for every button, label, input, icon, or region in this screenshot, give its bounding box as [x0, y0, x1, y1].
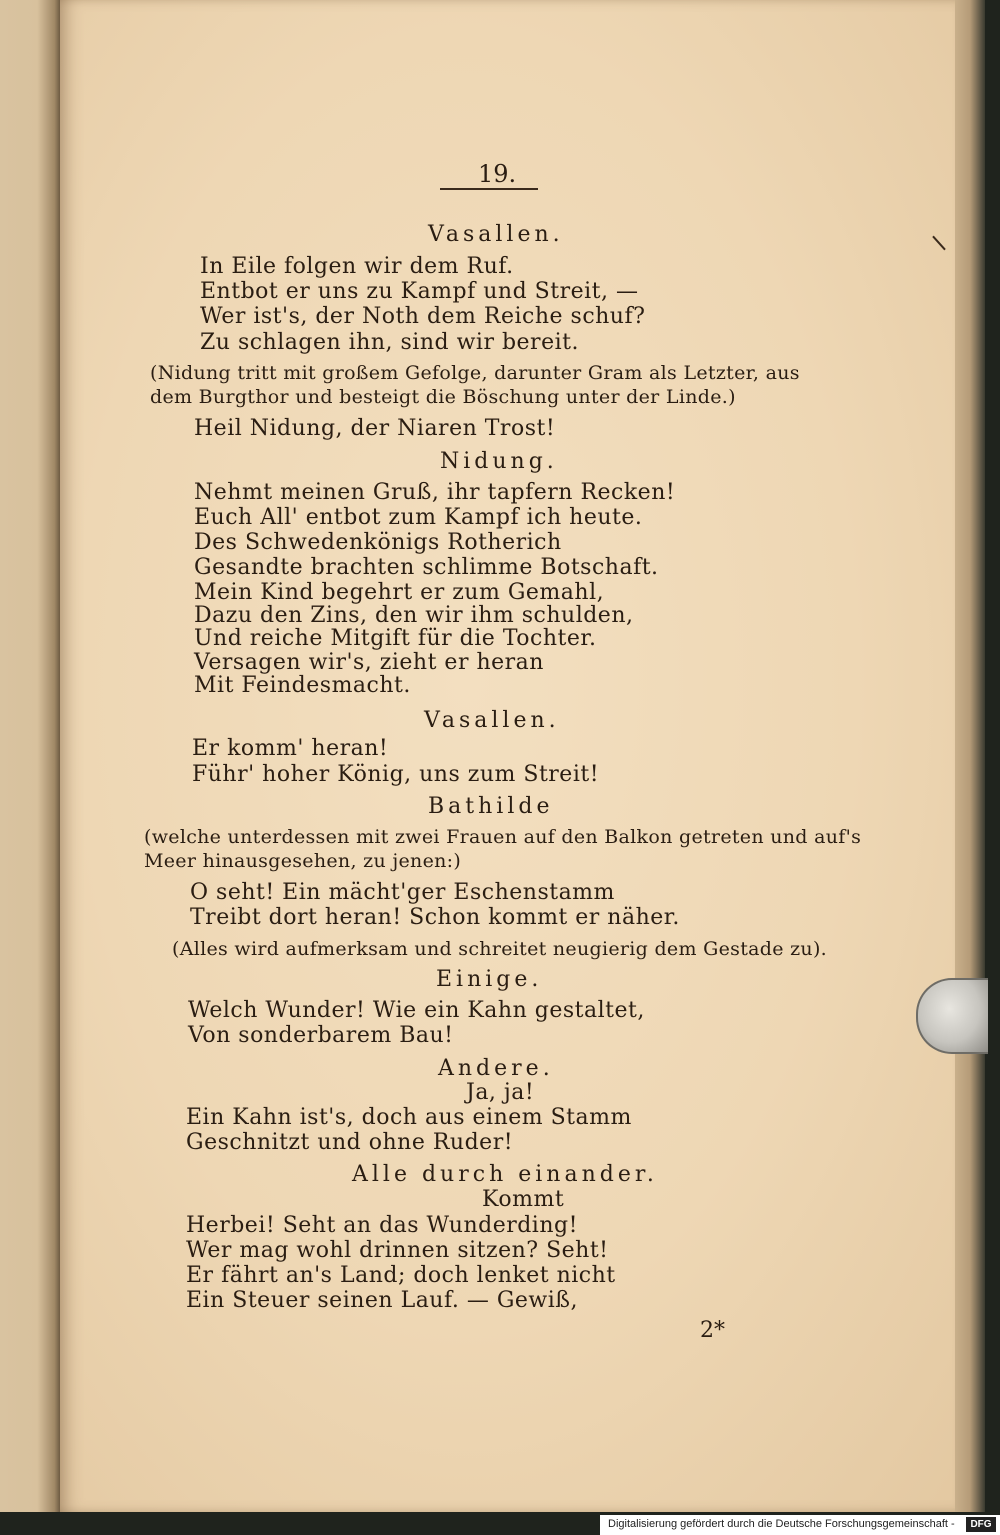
- speaker-heading: Vasallen.: [428, 222, 564, 247]
- verse-line: Ein Kahn ist's, doch aus einem Stamm: [186, 1105, 632, 1130]
- facing-page-edge: [0, 0, 62, 1512]
- verse-line: Treibt dort heran! Schon kommt er näher.: [190, 905, 680, 930]
- stage-direction: dem Burgthor und besteigt die Böschung unter der Linde.): [150, 386, 736, 408]
- verse-line: Ja, ja!: [466, 1080, 535, 1105]
- verse-line: Geschnitzt und ohne Ruder!: [186, 1130, 514, 1155]
- verse-line: Ein Steuer seinen Lauf. — Gewiß,: [186, 1288, 578, 1313]
- speaker-heading: Bathilde: [428, 794, 554, 819]
- verse-line: Heil Nidung, der Niaren Trost!: [194, 416, 556, 441]
- verse-line: Entbot er uns zu Kampf und Streit, —: [200, 279, 639, 304]
- stage-direction: (Nidung tritt mit großem Gefolge, darunter Gram als Letzter, aus: [150, 362, 800, 384]
- signature-mark: 2*: [700, 1318, 725, 1343]
- speaker-heading: Nidung.: [440, 449, 558, 474]
- stage-direction: (Alles wird aufmerksam und schreitet neugierig dem Gestade zu).: [172, 938, 828, 960]
- verse-line: O seht! Ein mächt'ger Eschenstamm: [190, 880, 615, 905]
- verse-line: Versagen wir's, zieht er heran: [194, 650, 544, 675]
- verse-line: Von sonderbarem Bau!: [188, 1023, 454, 1048]
- verse-line: In Eile folgen wir dem Ruf.: [200, 254, 514, 279]
- page-clip: [916, 978, 988, 1054]
- verse-line: Dazu den Zins, den wir ihm schulden,: [194, 603, 634, 628]
- verse-line: Er komm' heran!: [192, 736, 389, 761]
- verse-line: Mit Feindesmacht.: [194, 673, 411, 698]
- verse-line: Wer mag wohl drinnen sitzen? Seht!: [186, 1238, 609, 1263]
- verse-line: Und reiche Mitgift für die Tochter.: [194, 626, 597, 651]
- verse-line: Herbei! Seht an das Wunderding!: [186, 1213, 578, 1238]
- funding-credit: Digitalisierung gefördert durch die Deutsche Forschungsgemeinschaft -: [608, 1518, 955, 1530]
- page-number-rule: [440, 188, 538, 190]
- dfg-logo: DFG: [966, 1517, 996, 1532]
- speaker-heading: Andere.: [438, 1056, 554, 1081]
- verse-line: Gesandte brachten schlimme Botschaft.: [194, 555, 659, 580]
- speaker-heading: Einige.: [436, 967, 543, 992]
- verse-line: Kommt: [482, 1187, 565, 1212]
- stage-direction: Meer hinausgesehen, zu jenen:): [144, 850, 462, 872]
- speaker-heading: Alle durch einander.: [352, 1162, 658, 1187]
- stage-direction: (welche unterdessen mit zwei Frauen auf den Balkon getreten und auf's: [144, 826, 862, 848]
- verse-line: Er fährt an's Land; doch lenket nicht: [186, 1263, 616, 1288]
- speaker-heading: Vasallen.: [424, 708, 560, 733]
- verse-line: Zu schlagen ihn, sind wir bereit.: [200, 330, 579, 355]
- verse-line: Mein Kind begehrt er zum Gemahl,: [194, 580, 605, 605]
- verse-line: Euch All' entbot zum Kampf ich heute.: [194, 505, 643, 530]
- verse-line: Wer ist's, der Noth dem Reiche schuf?: [200, 304, 646, 329]
- verse-line: Welch Wunder! Wie ein Kahn gestaltet,: [188, 998, 645, 1023]
- verse-line: Des Schwedenkönigs Rotherich: [194, 530, 562, 555]
- verse-line: Nehmt meinen Gruß, ihr tapfern Recken!: [194, 480, 676, 505]
- page-number: 19.: [478, 160, 517, 188]
- page-stack-edge: [955, 0, 985, 1512]
- verse-line: Führ' hoher König, uns zum Streit!: [192, 762, 600, 787]
